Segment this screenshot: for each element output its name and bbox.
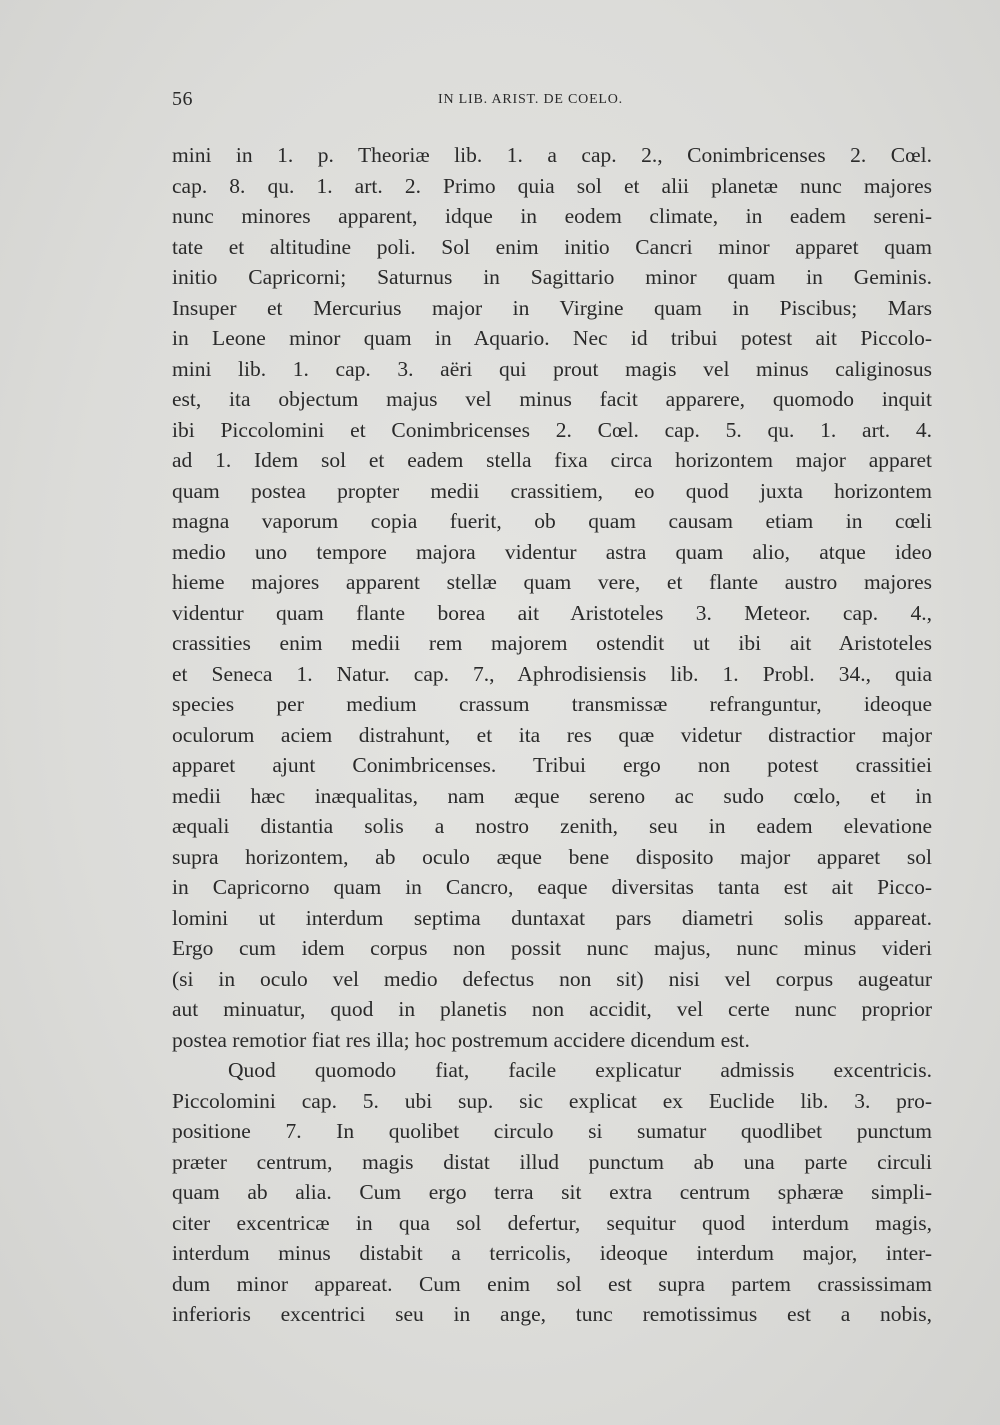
running-head: IN LIB. ARIST. DE COELO. <box>438 92 623 107</box>
text-line: quam postea propter medii crassitiem, eo quod juxta horizontem <box>172 478 932 503</box>
text-line: in Leone minor quam in Aquario. Nec id tribui potest ait Piccolo- <box>172 326 932 350</box>
text-line: inferioris excentrici seu in ange, tunc remotissimus est a nobis, <box>172 1302 932 1326</box>
text-line: nunc minores apparent, idque in eodem climate, in eadem sereni- <box>172 204 932 228</box>
text-line: æquali distantia solis a nostro zenith, seu in eadem elevatione <box>172 814 932 838</box>
text-line: medii hæc inæqualitas, nam æque sereno ac sudo cœlo, et in <box>172 783 932 808</box>
text-line: in Capricorno quam in Cancro, eaque diversitas tanta est ait Picco- <box>172 875 932 899</box>
text-line: præter centrum, magis distat illud punctum ab una parte circuli <box>172 1149 932 1174</box>
text-line: et Seneca 1. Natur. cap. 7., Aphrodisiensis lib. 1. Probl. 34., quia <box>172 661 932 686</box>
text-line: supra horizontem, ab oculo æque bene disposito major apparet sol <box>172 844 932 869</box>
text-line: species per medium crassum transmissæ refranguntur, ideoque <box>172 692 932 716</box>
text-line: est, ita objectum majus vel minus facit apparere, quomodo inquit <box>172 387 932 411</box>
text-line: citer excentricæ in qua sol defertur, sequitur quod interdum magis, <box>172 1210 932 1235</box>
text-line: dum minor appareat. Cum enim sol est supra partem crassissimam <box>172 1271 932 1296</box>
text-line: magna vaporum copia fuerit, ob quam causam etiam in cœli <box>172 509 932 533</box>
paragraph-start-line: Quod quomodo fiat, facile explicatur admissis excentricis. <box>228 1058 932 1082</box>
text-line: apparet ajunt Conimbricenses. Tribui ergo non potest crassitiei <box>172 753 932 777</box>
text-line: Ergo cum idem corpus non possit nunc majus, nunc minus videri <box>172 936 932 960</box>
text-line: ibi Piccolomini et Conimbricenses 2. Cœl. cap. 5. qu. 1. art. 4. <box>172 417 932 442</box>
text-line: postea remotior fiat res illa; hoc postremum accidere dicendum est. <box>172 1027 750 1052</box>
body-text <box>172 140 932 1330</box>
text-line: quam ab alia. Cum ergo terra sit extra centrum sphæræ simpli- <box>172 1180 932 1204</box>
text-line: crassities enim medii rem majorem ostendit ut ibi ait Aristoteles <box>172 631 932 655</box>
text-line: ad 1. Idem sol et eadem stella fixa circa horizontem major apparet <box>172 448 932 472</box>
text-line: hieme majores apparent stellæ quam vere, et flante austro majores <box>172 570 932 594</box>
page-number: 56 <box>172 88 193 110</box>
page-header <box>172 88 932 112</box>
text-line: Piccolomini cap. 5. ubi sup. sic explicat ex Euclide lib. 3. pro- <box>172 1088 932 1113</box>
text-line: videntur quam flante borea ait Aristoteles 3. Meteor. cap. 4., <box>172 600 932 625</box>
text-line: mini in 1. p. Theoriæ lib. 1. a cap. 2., Conimbricenses 2. Cœl. <box>172 143 932 167</box>
text-line: Insuper et Mercurius major in Virgine quam in Piscibus; Mars <box>172 295 932 320</box>
text-line: lomini ut interdum septima duntaxat pars diametri solis appareat. <box>172 905 932 930</box>
text-line: aut minuatur, quod in planetis non accidit, vel certe nunc proprior <box>172 997 932 1021</box>
text-line: tate et altitudine poli. Sol enim initio Cancri minor apparet quam <box>172 234 932 259</box>
text-line: cap. 8. qu. 1. art. 2. Primo quia sol et alii planetæ nunc majores <box>172 173 932 198</box>
text-line: oculorum aciem distrahunt, et ita res quæ videtur distractior major <box>172 722 932 747</box>
text-line: (si in oculo vel medio defectus non sit) nisi vel corpus augeatur <box>172 966 932 991</box>
text-line: medio uno tempore majora videntur astra quam alio, atque ideo <box>172 539 932 564</box>
text-line: interdum minus distabit a terricolis, ideoque interdum major, inter- <box>172 1241 932 1265</box>
text-line: initio Capricorni; Saturnus in Sagittario minor quam in Geminis. <box>172 265 932 289</box>
text-line: positione 7. In quolibet circulo si sumatur quodlibet punctum <box>172 1119 932 1143</box>
text-line: mini lib. 1. cap. 3. aëri qui prout magis vel minus caliginosus <box>172 356 932 381</box>
